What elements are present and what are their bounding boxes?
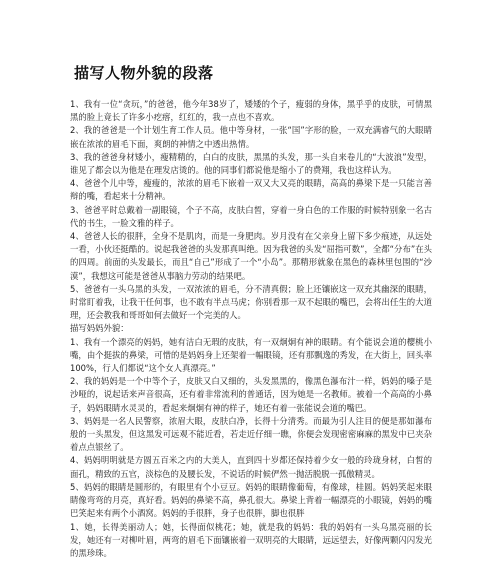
paragraph: 2、我的妈妈是一个中等个子，皮肤又白又细的，头发黑黑的，像黑色瀑布汁一样，妈妈的嗓子是沙哑的，说起话来声音很高，还有着非常流利的普通话，因为她是一名教师。被着一个高高的小鼻子，妈妈眼睛水灵灵的，看起来炯炯有神的样子，她还有着一张能说会道的嘴巴。 <box>70 376 432 413</box>
paragraph: 5、爸爸有一头乌黑的头发，一双浓浓的眉毛，分不清真假；脸上还镶嵌这一双充其幽深的眼睛，时常盯着我，让我干任何事，也不敢有半点马虎；你别看那一双不起眼的嘴巴，会将出任生的大道理，还会教我和哥哥如何去做好一个完美的人。 <box>70 283 432 321</box>
paragraph: 3、我的爸爸身材矮小，瘦精精的，白白的皮肤，黑黑的头发，那一头自来卷儿的“大波浪”发型，谁见了都会以为他是在理发店烫的。他的同事们都说他是缩小了的费翔，我也这样认为。 <box>70 151 432 176</box>
document-title: 描写人物外貌的段落 <box>74 64 214 82</box>
paragraph: 4、爸爸个儿中等，瘦瘦的，浓浓的眉毛下嵌着一双又大又亮的眼睛，高高的鼻梁下是一只能言善辩的嘴，看起来十分精神。 <box>70 178 432 202</box>
paragraph: 4、爸爸人长的很胖，全身不是肌肉，而是一身肥肉。岁月没有在父亲身上留下多少痕迹，从远处一看，小伙还挺酷的。说起我爸爸的头发那真叫绝。因为我爸的头发“屈指可数”，全都“分布”在头的四周。前面的头发最长，而且“自己”形成了一个“小岛”。那精形就象在黑色的森林里包围的“沙漠”，我想这可能是爸爸从事脑力劳动的结果吧。 <box>70 231 432 281</box>
paragraph: 1、她，长得美丽动人；她，长得面似桃花；她，就是我的妈妈：我的妈妈有一头乌黑亮丽的长发，她还有一对柳叶眉，两弯的眉毛下面镶嵌着一双明亮的大眼睛，远远望去，好像两颗闪闪发光的黑珍珠。 <box>70 521 432 558</box>
paragraph: 1、我有一个漂亮的妈妈，她有洁白无瑕的皮肤，有一双炯炯有神的眼睛。有个能说会道的樱桃小嘴，由个挺拔的鼻梁，可惜的是妈妈身上还架着一幅眼镜，还有那飘逸的秀发，在大街上，回头率100%，行人们都说“这个女人真漂亮。” <box>70 336 432 374</box>
paragraph: 3、爸爸平时总戴着一副眼镜，个子不高，皮肤白皙，穿着一身白色的工作服的时候特别象一名古代的书生，一脸文雅的样子。 <box>70 204 432 228</box>
paragraph: 1、我有一位“贪玩，”的爸爸，他今年38岁了，矮矮的个子，瘦弱的身体，黑乎乎的皮肤，可情黑黑的脸上竟长了许多小疙瘩，红红的，我一点也不喜欢。 <box>70 99 432 123</box>
paragraph: 4、妈妈明明就是方圆五百米之内的大美人，直到四十岁都还保持着少女一般的玲珑身材，白皙的面孔，精致的五官，淡棕色的及腰长发，不说话的时候俨然一抛活脱脱一孤傲精灵。 <box>70 455 432 479</box>
paragraph: 2、我的爸爸是一个计划生育工作人员。他中等身材，一张“国”字形的脸，一双充满睿气的大眼睛嵌在浓浓的眉毛下面，爽朗的神情之中透出热情。 <box>70 125 432 149</box>
document-body <box>70 98 432 560</box>
section-heading: 描写妈妈外貌： <box>70 323 129 334</box>
paragraph: 3、妈妈是一名人民警察，浓眉大眼，皮肤白净，长得十分清秀。而最为引人注目的便是那如瀑布般的一头黑发，但这黑发可远观不能近看，若走近仔细一瞧，你便会发现密密麻麻的黑发中已夹杂着点点银丝了。 <box>70 415 432 453</box>
paragraph: 5、妈妈的眼睛是圆形的，有眼里有个小豆豆。妈妈的眼睛像葡萄，有像球，桂圆。妈妈笑起来眼睛像弯弯的月亮，真好看。妈妈的鼻梁不高，鼻孔很大。鼻梁上背着一幅漂亮的小眼镜，妈妈的嘴巴笑起来有两个小酒窝。妈妈的手很胖，身子也很胖，脚也很胖 <box>70 481 432 519</box>
